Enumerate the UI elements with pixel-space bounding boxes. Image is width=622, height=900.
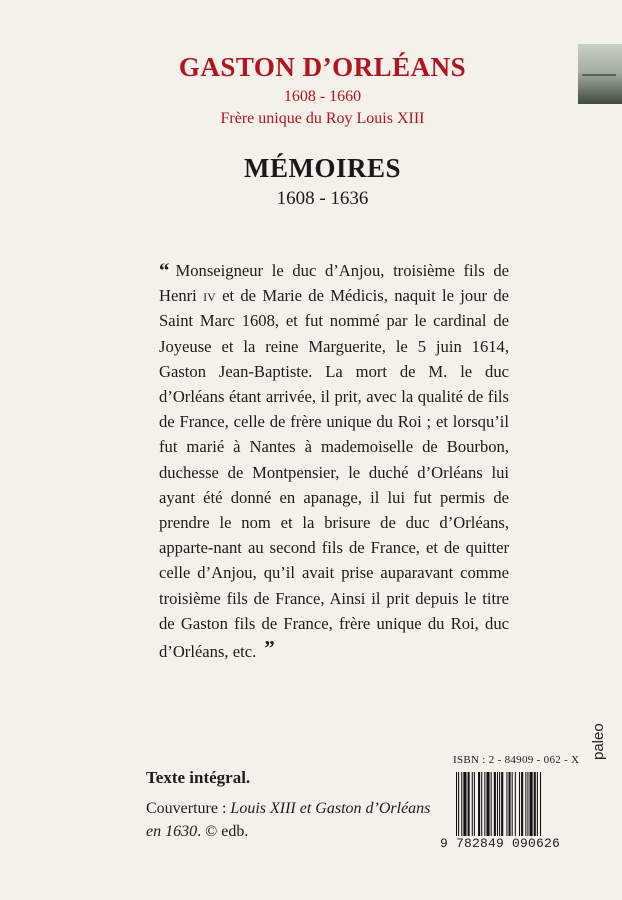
barcode-bar (506, 772, 507, 836)
barcode-bar (497, 772, 498, 836)
cover-credit-prefix: Couverture : (146, 800, 231, 817)
barcode-bar (515, 772, 516, 836)
quote-paragraph (159, 258, 509, 664)
barcode-bar (468, 772, 470, 836)
barcode-bar (501, 772, 503, 846)
barcode-bar (456, 772, 457, 846)
barcode-bar (537, 772, 538, 846)
quote-roman-numeral: iv (203, 286, 216, 306)
barcode-bar (486, 772, 489, 836)
barcode-bar (478, 772, 480, 836)
cover-credit-title: Louis XIII et Gaston d’Orléans en 1630 (146, 800, 431, 840)
author-dates: 1608 - 1660 (283, 88, 362, 105)
open-quote-mark: “ (159, 258, 170, 282)
cover-credit-suffix: . © edb. (197, 823, 249, 840)
barcode-bar (530, 772, 533, 836)
texte-integral-label: Texte intégral. (146, 768, 251, 787)
work-title: MÉMOIRES (243, 153, 401, 183)
ean-digits: 9 782849 090626 (440, 836, 561, 851)
barcode-bar (512, 772, 513, 836)
barcode-bar (463, 772, 466, 836)
barcode-bar (534, 772, 536, 836)
barcode-bar (499, 772, 500, 846)
barcode-bar (519, 772, 520, 836)
ean-number (440, 836, 580, 851)
barcode-bar (494, 772, 496, 836)
isbn-text: ISBN : 2 - 84909 - 062 - X (453, 754, 580, 766)
work-dates: 1608 - 1636 (276, 188, 369, 209)
publisher-logo: paleo (590, 723, 607, 760)
barcode-bar (527, 772, 528, 836)
close-quote-mark: ” (264, 636, 275, 661)
barcode-bar (484, 772, 485, 836)
barcode-bar (525, 772, 526, 836)
barcode-bar (491, 772, 492, 836)
barcode-bar (521, 772, 523, 836)
barcode-bar (458, 772, 459, 846)
barcode-bar (509, 772, 511, 836)
barcode-bar (461, 772, 462, 836)
cover-credit (146, 797, 446, 843)
barcode-bar (540, 772, 541, 846)
quote-text-part1: Monseigneur le duc d’Anjou, troisième fils de Henri (159, 261, 509, 306)
barcode-bar (472, 772, 473, 836)
author-title: GASTON D’ORLÉANS (178, 52, 467, 82)
barcode-bar (481, 772, 482, 836)
barcode-bar (474, 772, 475, 836)
quote-text-part2: et de Marie de Médicis, naquit le jour de Saint Marc 1608, et fut nommé par le cardinal de Joyeuse et la reine Marguerite, le 5 juin 1614, Gaston Jean-Baptiste. La mort de M. le duc d’Orléans étant arrivée, il prit, avec la qualité de fils de France, celle de frère unique du Roi ; et lorsqu’il fut marié à Nantes à mademoiselle de Bourbon, duchesse de Montpensier, le duché d’Orléans lui ayant été donné en apanage, il lui fut permis de prendre le nom et la brisure de duc d’Orléans, apparte-nant au second fils de France, et de quitter celle d’Anjou, qu’il avait prise auparavant comme troisième fils de France, Ainsi il prit depuis le titre de Gaston fils de France, frère unique du Roi, duc d’Orléans, etc. (159, 286, 509, 662)
author-subtitle: Frère unique du Roy Louis XIII (220, 110, 425, 127)
